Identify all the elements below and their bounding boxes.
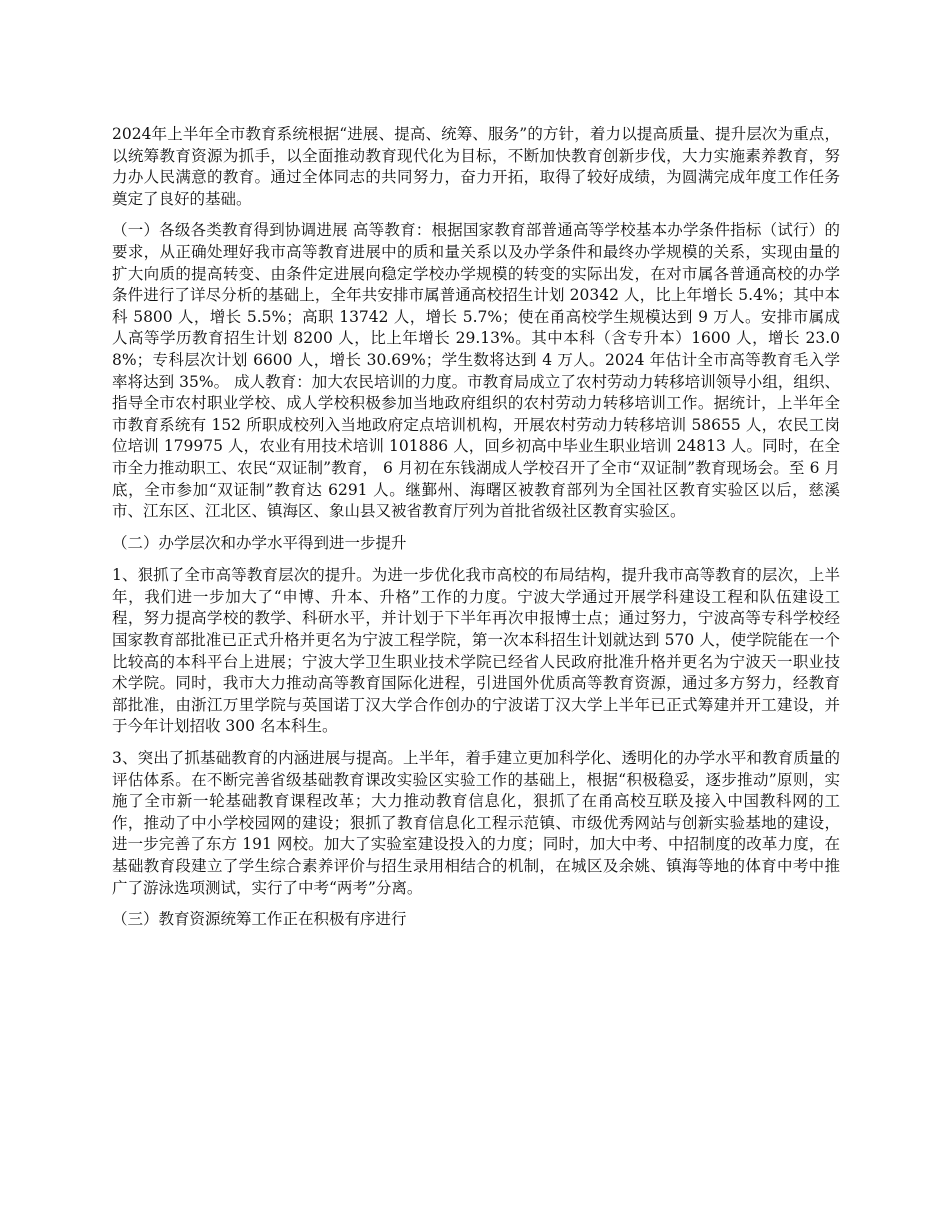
basic-education-paragraph: 3、突出了抓基础教育的内涵进展与提高。上半年，着手建立更加科学化、透明化的办学水平和教育质量的评估体系。在不断完善省级基础教育课改实验区实验工作的基础上，根据“积极稳妥，逐步推动”原则，实施了全市新一轮基础教育课程改革；大力推动教育信息化，狠抓了在甬高校互联及接入中国教科网的工作，推动了中小学校园网的建设；狠抓了教育信息化工程示范镇、市级优秀网站与创新实验基地的建设，进一步完善了东方 191 网校。加大了实验室建设投入的力度；同时，加大中考、中招制度的改革力度，在基础教育段建立了学生综合素养评价与招生录用相结合的机制，在城区及余姚、镇海等地的体育中考中推广了游泳选项测试，实行了中考“两考”分离。 [112,749,840,897]
document-body [112,124,840,942]
section-3-heading: （三）教育资源统筹工作正在积极有序进行 [112,910,407,929]
intro-paragraph: 2024年上半年全市教育系统根据“进展、提高、统筹、服务”的方针，着力以提高质量、提升层次为重点，以统筹教育资源为抓手，以全面推动教育现代化为目标，不断加快教育创新步伐，大力实施素养教育，努力办人民满意的教育。通过全体同志的共同努力，奋力开拓，取得了较好成绩，为圆满完成年度工作任务奠定了良好的基础。 [112,125,840,208]
section-2-heading: （二）办学层次和办学水平得到进一步提升 [112,533,407,552]
section-1-paragraph: （一）各级各类教育得到协调进展 高等教育：根据国家教育部普通高等学校基本办学条件指标（试行）的要求，从正确处理好我市高等教育进展中的质和量关系以及办学条件和最终办学规模的关系，实现由量的扩大向质的提高转变、由条件定进展向稳定学校办学规模的转变的实际出发，在对市属各普通高校的办学条件进行了详尽分析的基础上，全年共安排市属普通高校招生计划 20342 人，比上年增长 5.4%；其中本科 5800 人，增长 5.5%；高职 13742 人，增长 5.7%；使在甬高校学生规模达到 9 万人。安排市属成人高等学历教育招生计划 8200 人，比上年增长 29.13%。其中本科（含专升本）1600 人，增长 23.08%；专科层次计划 6600 人，增长 30.69%；学生数将达到 4 万人。2024 年估计全市高等教育毛入学率将达到 35%。 成人教育：加大农民培训的力度。市教育局成立了农村劳动力转移培训领导小组，组织、指导全市农村职业学校、成人学校积极参加当地政府组织的农村劳动力转移培训工作。据统计，上半年全市教育系统有 152 所职成校列入当地政府定点培训机构，开展农村劳动力转移培训 58655 人，农民工岗位培训 179975 人，农业有用技术培训 101886 人，回乡初高中毕业生职业培训 24813 人。同时，在全市全力推动职工、农民“双证制”教育， 6 月初在东钱湖成人学校召开了全市“双证制”教育现场会。至 6 月底，全市参加“双证制”教育达 6291 人。继鄞州、海曙区被教育部列为全国社区教育实验区以后，慈溪市、江东区、江北区、镇海区、象山县又被省教育厅列为首批省级社区教育实验区。 [112,221,840,521]
higher-education-paragraph: 1、狠抓了全市高等教育层次的提升。为进一步优化我市高校的布局结构，提升我市高等教育的层次，上半年，我们进一步加大了“申博、升本、升格”工作的力度。宁波大学通过开展学科建设工程和队伍建设工程，努力提高学校的教学、科研水平，并计划于下半年再次申报博士点；通过努力，宁波高等专科学校经国家教育部批准已正式升格并更名为宁波工程学院，第一次本科招生计划就达到 570 人，使学院能在一个比较高的本科平台上进展；宁波大学卫生职业技术学院已经省人民政府批准升格并更名为宁波天一职业技术学院。同时，我市大力推动高等教育国际化进程，引进国外优质高等教育资源，通过多方努力，经教育部批准，由浙江万里学院与英国诺丁汉大学合作创办的宁波诺丁汉大学上半年已正式筹建并开工建设，并于今年计划招收 300 名本科生。 [112,566,840,736]
